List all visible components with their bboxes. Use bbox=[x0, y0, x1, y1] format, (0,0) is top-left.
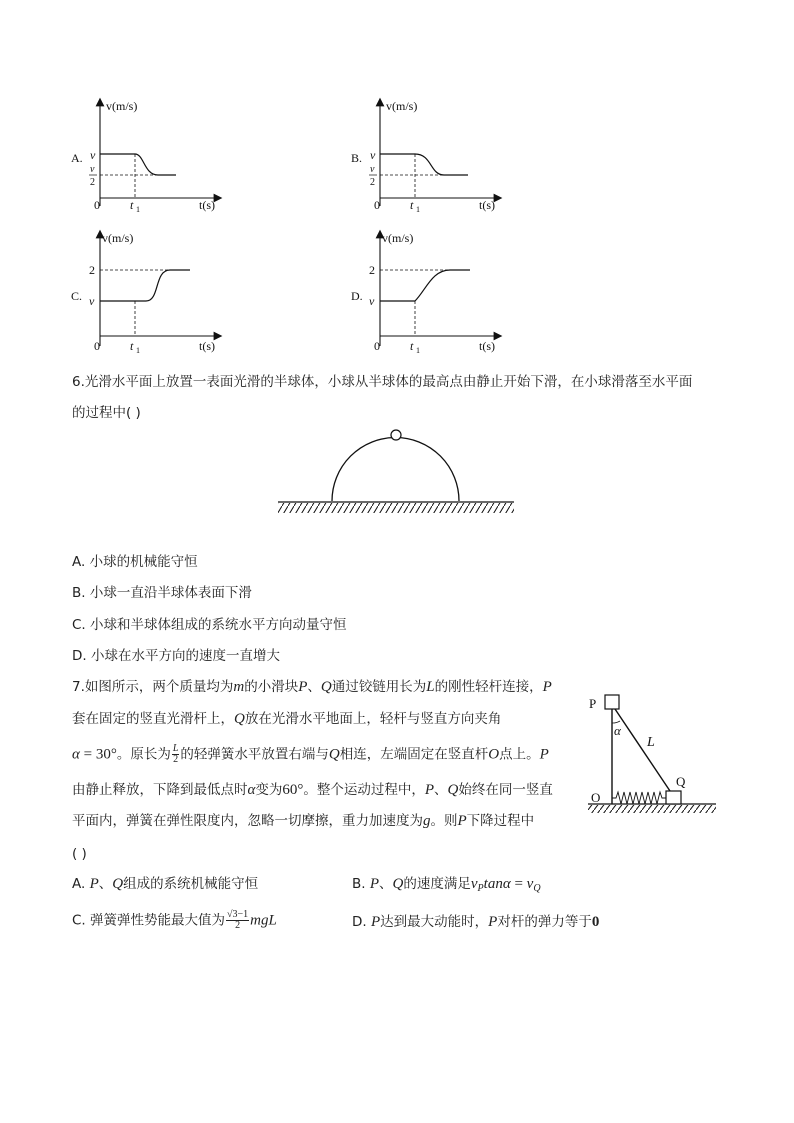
ground-hatch bbox=[588, 805, 716, 813]
tick-2: 2 bbox=[369, 263, 375, 277]
q6-option-c[interactable]: C. 小球和半球体组成的系统水平方向动量守恒 bbox=[72, 617, 347, 633]
t1-label: t bbox=[410, 198, 414, 212]
q7-stem-line2: 套在固定的竖直光滑杆上，Q放在光滑水平地面上，轻杆与竖直方向夹角 bbox=[72, 711, 502, 727]
q6-stem-line1: 6.光滑水平面上放置一表面光滑的半球体，小球从半球体的最高点由静止开始下滑，在小球滑落至水平面 bbox=[72, 374, 693, 390]
graph-d bbox=[346, 228, 516, 358]
origin-label: 0 bbox=[374, 339, 380, 353]
q6-stem-line2: 的过程中( ) bbox=[72, 405, 141, 421]
label-q: Q bbox=[676, 774, 686, 789]
block-p bbox=[605, 695, 619, 709]
t1-subscript: 1 bbox=[136, 205, 140, 214]
velocity-curve bbox=[100, 270, 190, 301]
tick-v-half-num: v bbox=[370, 164, 375, 175]
v-axis-label: v(m/s) bbox=[102, 231, 134, 245]
spring bbox=[612, 792, 666, 804]
tick-v: v bbox=[369, 294, 375, 308]
q7-option-a[interactable]: A. P、Q组成的系统机械能守恒 bbox=[72, 876, 259, 892]
tick-v-half-num: v bbox=[90, 164, 95, 175]
ground-hatch bbox=[278, 503, 514, 513]
q6-option-b[interactable]: B. 小球一直沿半球体表面下滑 bbox=[72, 585, 252, 601]
option-label: C. bbox=[71, 289, 83, 303]
option-label: B. bbox=[351, 151, 363, 165]
tick-v: v bbox=[89, 294, 95, 308]
velocity-curve bbox=[100, 154, 176, 175]
graph-a bbox=[66, 96, 236, 216]
option-label: A. bbox=[71, 151, 83, 165]
t-axis-label: t(s) bbox=[199, 198, 215, 212]
q7-option-b[interactable]: B. P、Q的速度满足$v_P\tan\alpha = v_Q$ bbox=[352, 876, 541, 894]
tick-v: v bbox=[90, 148, 96, 162]
graph-b bbox=[346, 96, 516, 216]
t1-subscript: 1 bbox=[416, 205, 420, 214]
q7-stem-line6: ( ) bbox=[72, 846, 87, 862]
v-axis-label: v(m/s) bbox=[106, 99, 138, 113]
hemisphere bbox=[332, 438, 459, 502]
q7-stem-line3: α = 30°。原长为 $\frac{L}{2}$ 的轻弹簧水平放置右端与Q相连，左端固定在竖直杆O点上。P bbox=[72, 743, 549, 765]
t1-label: t bbox=[130, 339, 134, 353]
q7-option-c[interactable]: C. 弹簧弹性势能最大值为 $\frac{√3-1}{2}$ mgL bbox=[72, 909, 277, 931]
option-label: D. bbox=[351, 289, 363, 303]
tick-v-half-den: 2 bbox=[90, 177, 95, 188]
origin-label: 0 bbox=[94, 339, 100, 353]
t-axis-label: t(s) bbox=[199, 339, 215, 353]
t-axis-label: t(s) bbox=[479, 198, 495, 212]
t-axis-label: t(s) bbox=[479, 339, 495, 353]
t1-subscript: 1 bbox=[136, 346, 140, 355]
q6-option-a[interactable]: A. 小球的机械能守恒 bbox=[72, 554, 198, 570]
tick-2: 2 bbox=[89, 263, 95, 277]
label-alpha: α bbox=[614, 723, 621, 738]
label-p: P bbox=[589, 696, 597, 711]
rod-spring-figure bbox=[582, 690, 722, 820]
velocity-curve bbox=[380, 154, 468, 175]
tick-v-half-den: 2 bbox=[370, 177, 375, 188]
q7-stem-line4: 由静止释放，下降到最低点时α变为60°。整个运动过程中，P、Q始终在同一竖直 bbox=[72, 782, 553, 798]
block-q bbox=[666, 791, 681, 804]
label-l: L bbox=[647, 735, 655, 750]
velocity-curve bbox=[380, 270, 470, 301]
label-o: O bbox=[591, 790, 601, 805]
origin-label: 0 bbox=[374, 198, 380, 212]
q7-stem-line1: 7.如图所示，两个质量均为m的小滑块P、Q通过铰链用长为L的刚性轻杆连接，P bbox=[72, 679, 552, 695]
t1-label: t bbox=[410, 339, 414, 353]
light-rod bbox=[615, 709, 670, 791]
q7-option-d[interactable]: D. P达到最大动能时，P对杆的弹力等于0 bbox=[352, 914, 600, 930]
v-axis-label: v(m/s) bbox=[386, 99, 418, 113]
v-axis-label: v(m/s) bbox=[382, 231, 414, 245]
tick-v: v bbox=[370, 148, 376, 162]
graph-c bbox=[66, 228, 236, 358]
q6-option-d[interactable]: D. 小球在水平方向的速度一直增大 bbox=[72, 648, 280, 664]
small-ball bbox=[391, 430, 401, 440]
t1-subscript: 1 bbox=[416, 346, 420, 355]
origin-label: 0 bbox=[94, 198, 100, 212]
hemisphere-figure bbox=[276, 426, 516, 522]
t1-label: t bbox=[130, 198, 134, 212]
q7-stem-line5: 平面内，弹簧在弹性限度内，忽略一切摩擦，重力加速度为g。则P下降过程中 bbox=[72, 813, 535, 829]
